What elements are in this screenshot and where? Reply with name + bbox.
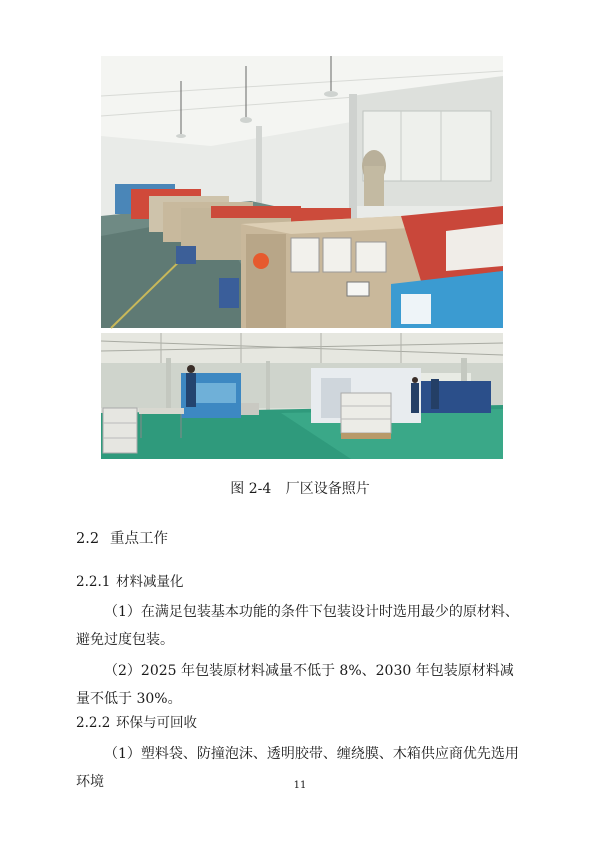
page-number: 11 xyxy=(293,780,307,791)
factory-photo-machines xyxy=(101,56,503,328)
subsection-number: 2.2.2 xyxy=(76,715,111,731)
figure-caption-text: 厂区设备照片 xyxy=(285,481,370,497)
paragraph: （1）塑料袋、防撞泡沫、透明胶带、缠绕膜、木箱供应商优先选用环境 xyxy=(76,746,519,790)
figure-number: 图 2-4 xyxy=(230,481,272,497)
factory-photo-workshop xyxy=(101,333,503,459)
paragraph: （2）2025 年包装原材料减量不低于 8%、2030 年包装原材料减量不低于 30%。 xyxy=(76,663,514,707)
subsection-title: 材料减量化 xyxy=(116,574,184,590)
figure-caption xyxy=(0,478,600,498)
subsection-heading xyxy=(76,570,184,590)
subsection-title: 环保与可回收 xyxy=(116,715,197,731)
section-number: 2.2 xyxy=(76,531,100,547)
paragraph: （1）在满足包装基本功能的条件下包装设计时选用最少的原材料、避免过度包装。 xyxy=(76,604,519,648)
section-title: 重点工作 xyxy=(110,531,168,547)
section-heading xyxy=(76,527,168,548)
subsection-heading xyxy=(76,711,197,731)
subsection-number: 2.2.1 xyxy=(76,574,111,590)
